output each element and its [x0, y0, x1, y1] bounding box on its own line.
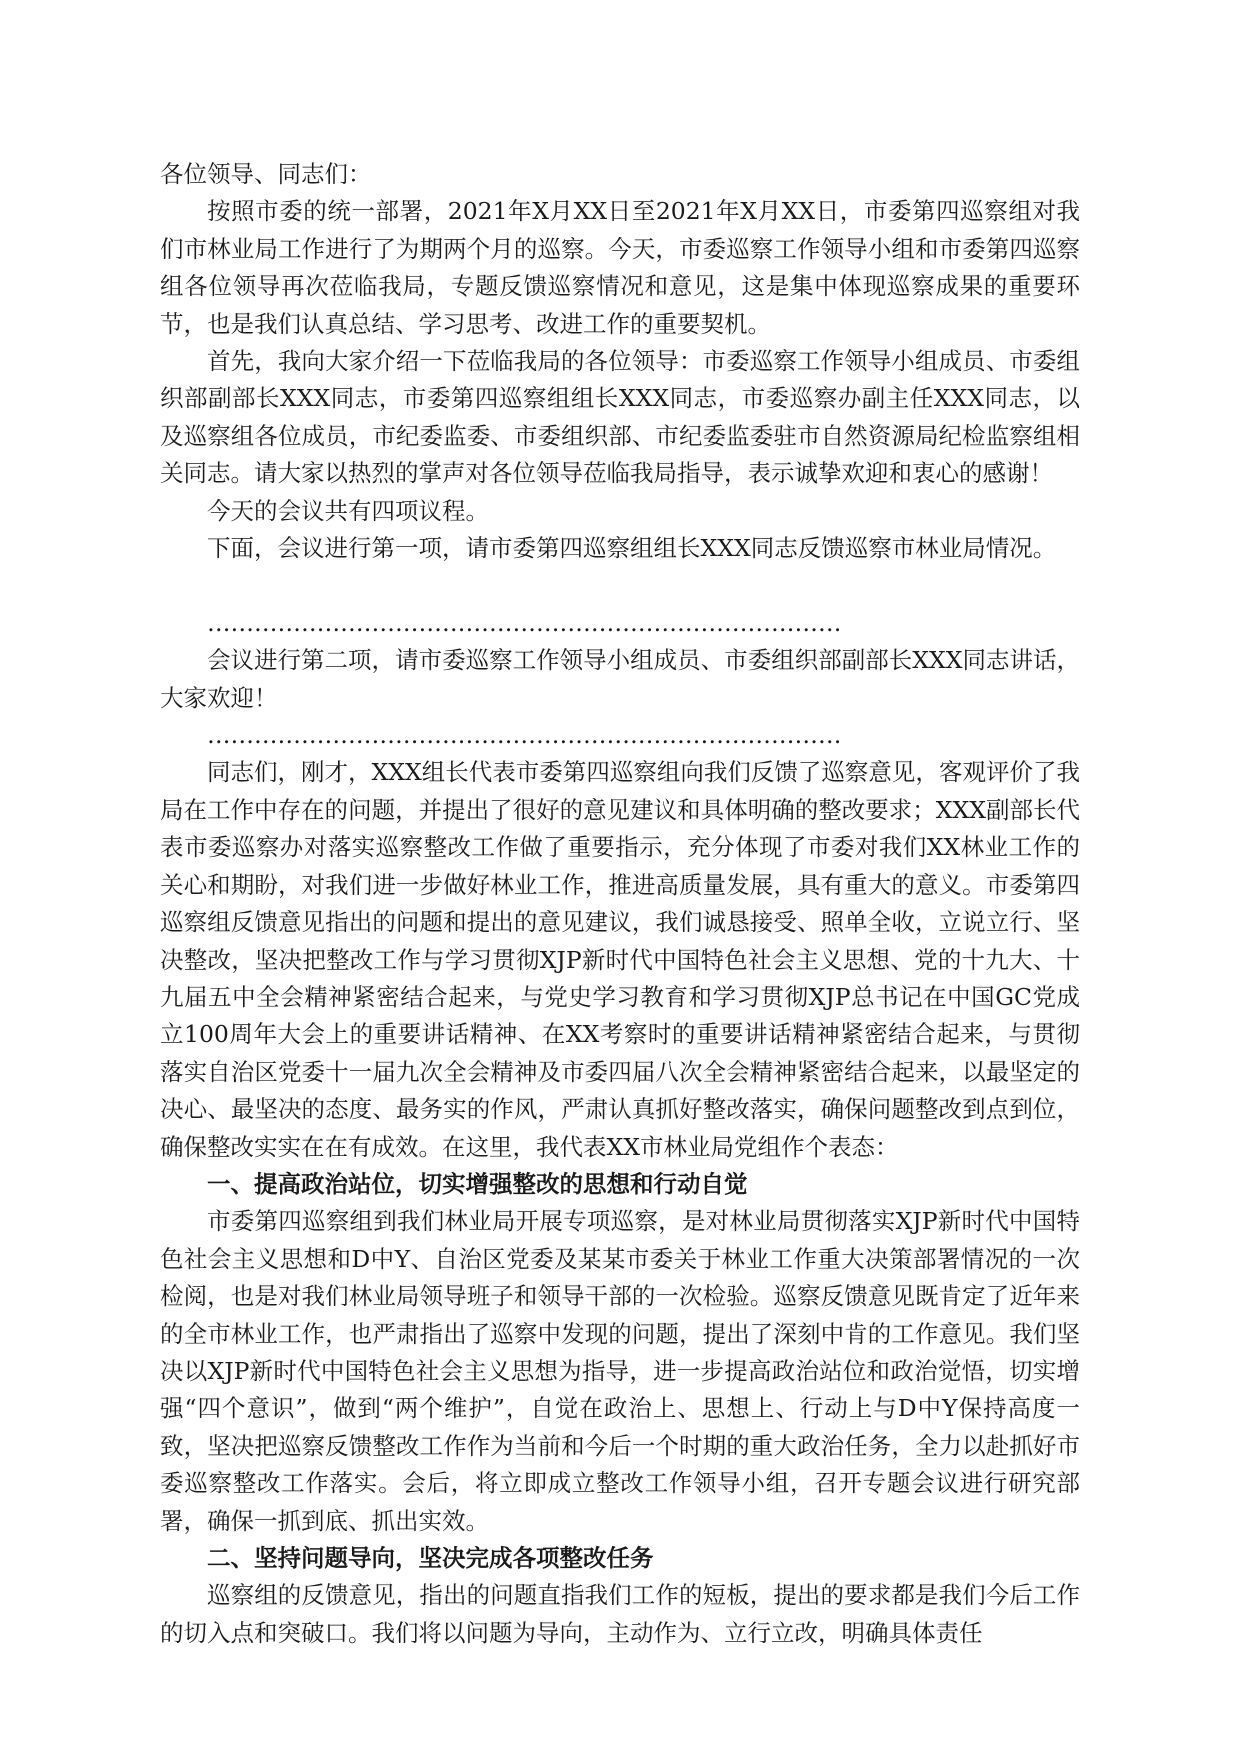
- paragraph-first-item: 下面，会议进行第一项，请市委第四巡察组组长XXX同志反馈巡察市林业局情况。: [207, 534, 1057, 563]
- ellipsis-divider: ………………………………………………………………………: [207, 608, 842, 637]
- section-heading-1: 一、提高政治站位，切实增强整改的思想和行动自觉: [207, 1169, 748, 1198]
- paragraph-response: 同志们，刚才，XXX组长代表市委第四巡察组向我们反馈了巡察意见，客观评价了我局在工作中存在的问题，并提出了很好的意见建议和具体明确的整改要求；XXX副部长代表市委巡察办对落实巡察整改工作做了重要指示，充分体现了市委对我们XX林业工作的关心和期盼，对我们进一步做好林业工作，推进高质量发展，具有重大的意义。市委第四巡察组反馈意见指出的问题和提出的意见建议，我们诚恳接受、照单全收，立说立行、坚决整改，坚决把整改工作与学习贯彻XJP新时代中国特色社会主义思想、党的十九大、十九届五中全会精神紧密结合起来，与党史学习教育和学习贯彻XJP总书记在中国GC党成立100周年大会上的重要讲话精神、在XX考察时的重要讲话精神紧密结合起来，与贯彻落实自治区党委十一届九次全会精神及市委四届八次全会精神紧密结合起来，以最坚定的决心、最坚决的态度、最务实的作风，严肃认真抓好整改落实，确保问题整改到点到位，确保整改实实在在有成效。在这里，我代表XX市林业局党组作个表态：: [160, 758, 1080, 1161]
- blank-line: [160, 567, 1080, 604]
- document-body: [160, 156, 1080, 1652]
- paragraph-introduce-leaders: 首先，我向大家介绍一下莅临我局的各位领导：市委巡察工作领导小组成员、市委组织部副部长XXX同志，市委第四巡察组组长XXX同志，市委巡察办副主任XXX同志，以及巡察组各位成员，市纪委监委、市委组织部、市纪委监委驻市自然资源局纪检监察组相关同志。请大家以热烈的掌声对各位领导莅临我局指导，表示诚挚欢迎和衷心的感谢！: [160, 347, 1080, 488]
- paragraph-second-item: 会议进行第二项，请市委巡察工作领导小组成员、市委组织部副部长XXX同志讲话，大家欢迎！: [160, 646, 1080, 712]
- paragraph-opening: 按照市委的统一部署，2021年X月XX日至2021年X月XX日，市委第四巡察组对我们市林业局工作进行了为期两个月的巡察。今天，市委巡察工作领导小组和市委第四巡察组各位领导再次莅临我局，专题反馈巡察情况和意见，这是集中体现巡察成果的重要环节，也是我们认真总结、学习思考、改进工作的重要契机。: [160, 197, 1080, 338]
- ellipsis-divider: ………………………………………………………………………: [207, 721, 842, 750]
- paragraph-section-2: 巡察组的反馈意见，指出的问题直指我们工作的短板，提出的要求都是我们今后工作的切入点和突破口。我们将以问题为导向，主动作为、立行立改，明确具体责任: [160, 1581, 1080, 1647]
- paragraph-agenda: 今天的会议共有四项议程。: [207, 496, 489, 525]
- section-heading-2: 二、坚持问题导向，坚决完成各项整改任务: [207, 1544, 654, 1573]
- salutation: 各位领导、同志们：: [160, 160, 372, 188]
- paragraph-section-1: 市委第四巡察组到我们林业局开展专项巡察，是对林业局贯彻落实XJP新时代中国特色社会主义思想和D中Y、自治区党委及某某市委关于林业工作重大决策部署情况的一次检阅，也是对我们林业局领导班子和领导干部的一次检验。巡察反馈意见既肯定了近年来的全市林业工作，也严肃指出了巡察中发现的问题，提出了深刻中肯的工作意见。我们坚决以XJP新时代中国特色社会主义思想为指导，进一步提高政治站位和政治觉悟，切实增强“四个意识”，做到“两个维护”，自觉在政治上、思想上、行动上与D中Y保持高度一致，坚决把巡察反馈整改工作作为当前和今后一个时期的重大政治任务，全力以赴抓好市委巡察整改工作落实。会后，将立即成立整改工作领导小组，召开专题会议进行研究部署，确保一抓到底、抓出实效。: [160, 1207, 1080, 1535]
